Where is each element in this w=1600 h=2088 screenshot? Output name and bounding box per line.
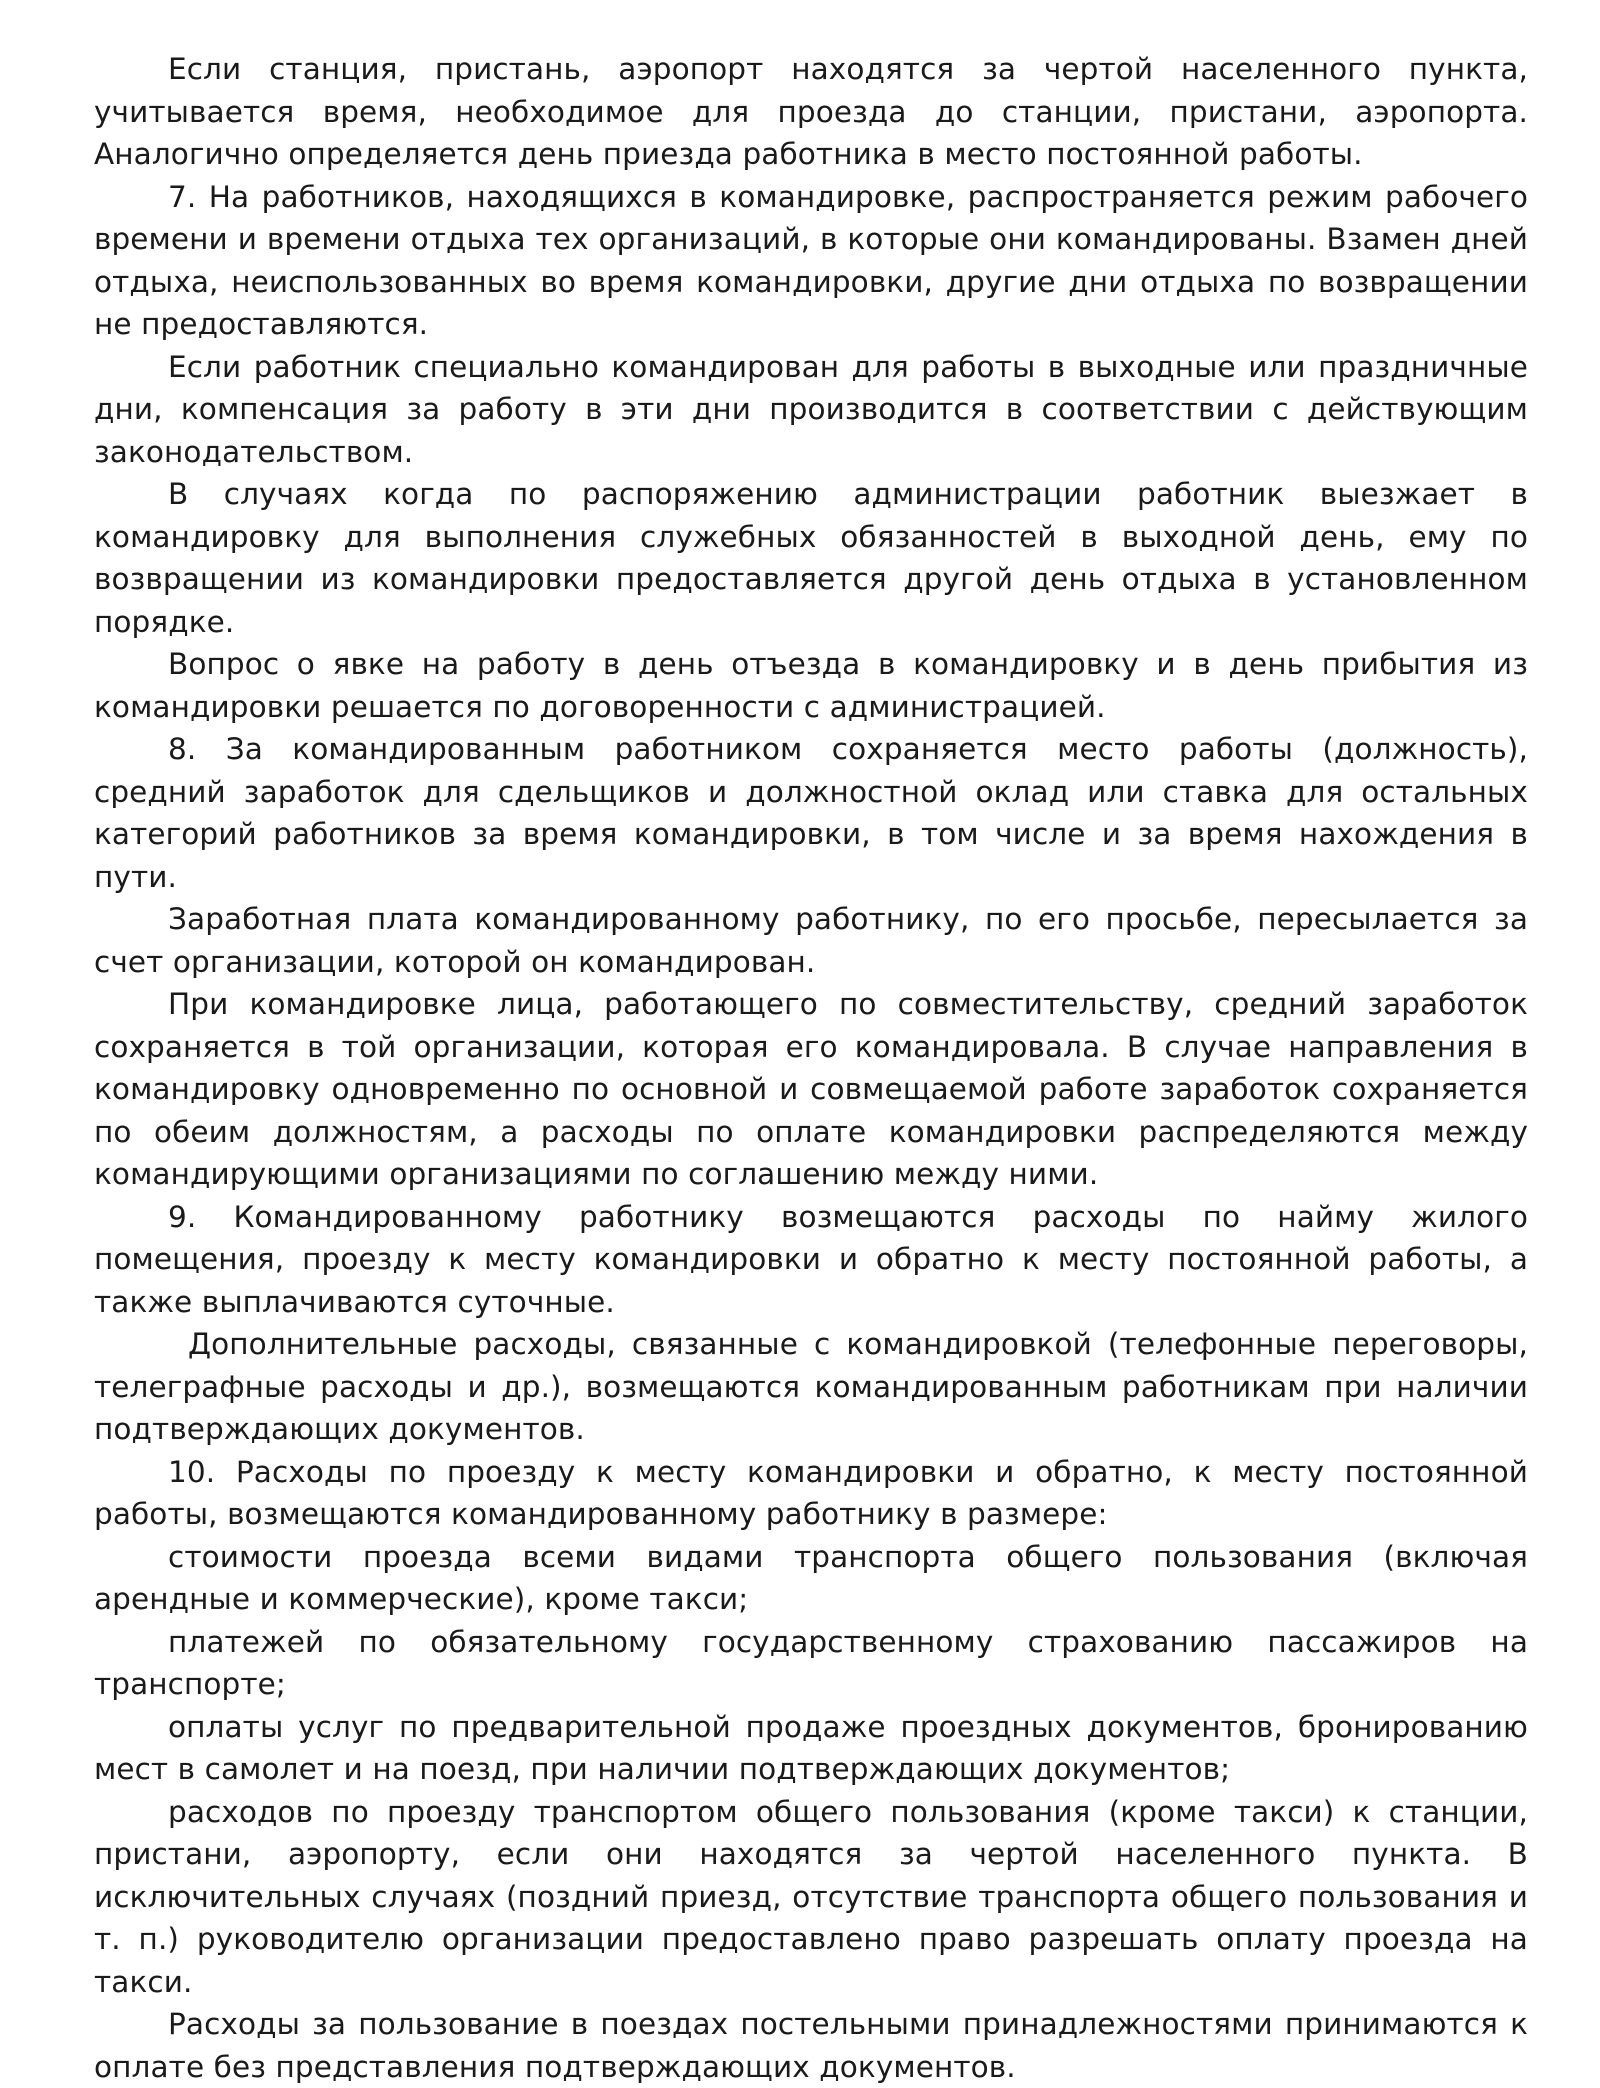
paragraph-item-7-regime: 7. На работников, находящихся в командировке, распространяется режим рабочего времени и времени отдыха тех организаций, в которые они командированы. Взамен дней отдыха, неиспользованных во время командировки, другие дни отдыха по возвращении не предоставляются. [94,179,1528,341]
paragraph-bedding: Расходы за пользование в поездах постельными принадлежностями принимаются к оплате без представления подтверждающих документов. [94,2007,1528,2084]
paragraph-travel-cost: стоимости проезда всеми видами транспорта общего пользования (включая арендные и коммерческие), кроме такси; [94,1539,1528,1616]
paragraph-salary-forwarding: Заработная плата командированному работнику, по его просьбе, пересылается за счет организации, которой он командирован. [94,902,1528,979]
paragraph-booking-services: оплаты услуг по предварительной продаже проездных документов, бронированию мест в самолет и на поезд, при наличии подтверждающих документов; [94,1709,1528,1786]
paragraph-day-off-departure: В случаях когда по распоряжению администрации работник выезжает в командировку для выполнения служебных обязанностей в выходной день, ему по возвращении из командировки предоставляется другой день отдыха в установленном порядке. [94,477,1528,639]
paragraph-item-8-salary-retained: 8. За командированным работником сохраняется место работы (должность), средний заработок для сдельщиков и должностной оклад или ставка для остальных категорий работников за время командировки, в том числе и за время нахождения в пути. [94,732,1528,894]
paragraph-part-time-worker: При командировке лица, работающего по совместительству, средний заработок сохраняется в той организации, которая его командировала. В случае направления в командировку одновременно по основной и совмещаемой работе заработок сохраняется по обеим должностям, а расходы по оплате командировки распределяются между командирующими организациями по соглашению между ними. [94,987,1528,1191]
paragraph-departure-day-attendance: Вопрос о явке на работу в день отъезда в командировку и в день прибытия из командировки решается по договоренности с администрацией. [94,647,1528,724]
paragraph-item-9-expenses: 9. Командированному работнику возмещаются расходы по найму жилого помещения, проезду к месту командировки и обратно к месту постоянной работы, а также выплачиваются суточные. [94,1199,1528,1319]
paragraph-additional-expenses: Дополнительные расходы, связанные с командировкой (телефонные переговоры, телеграфные расходы и др.), возмещаются командированным работникам при наличии подтверждающих документов. [94,1327,1528,1446]
paragraph-item-10-travel: 10. Расходы по проезду к месту командировки и обратно, к месту постоянной работы, возмещаются командированному работнику в размере: [94,1454,1528,1531]
paragraph-insurance: платежей по обязательному государственному страхованию пассажиров на транспорте; [94,1624,1528,1701]
paragraph-transport-to-station: расходов по проезду транспортом общего пользования (кроме такси) к станции, пристани, аэропорту, если они находятся за чертой населенного пункта. В исключительных случаях (поздний приезд, отсутствие транспорта общего пользования и т. п.) руководителю организации предоставлено право разрешать оплату проезда на такси. [94,1794,1528,1999]
document-body [94,48,1528,2088]
paragraph-weekend-work: Если работник специально командирован для работы в выходные или праздничные дни, компенсация за работу в эти дни производится в соответствии с действующим законодательством. [94,349,1528,469]
paragraph-station-time: Если станция, пристань, аэропорт находятся за чертой населенного пункта, учитывается время, необходимое для проезда до станции, пристани, аэропорта. Аналогично определяется день приезда работника в место постоянной работы. [94,52,1528,171]
